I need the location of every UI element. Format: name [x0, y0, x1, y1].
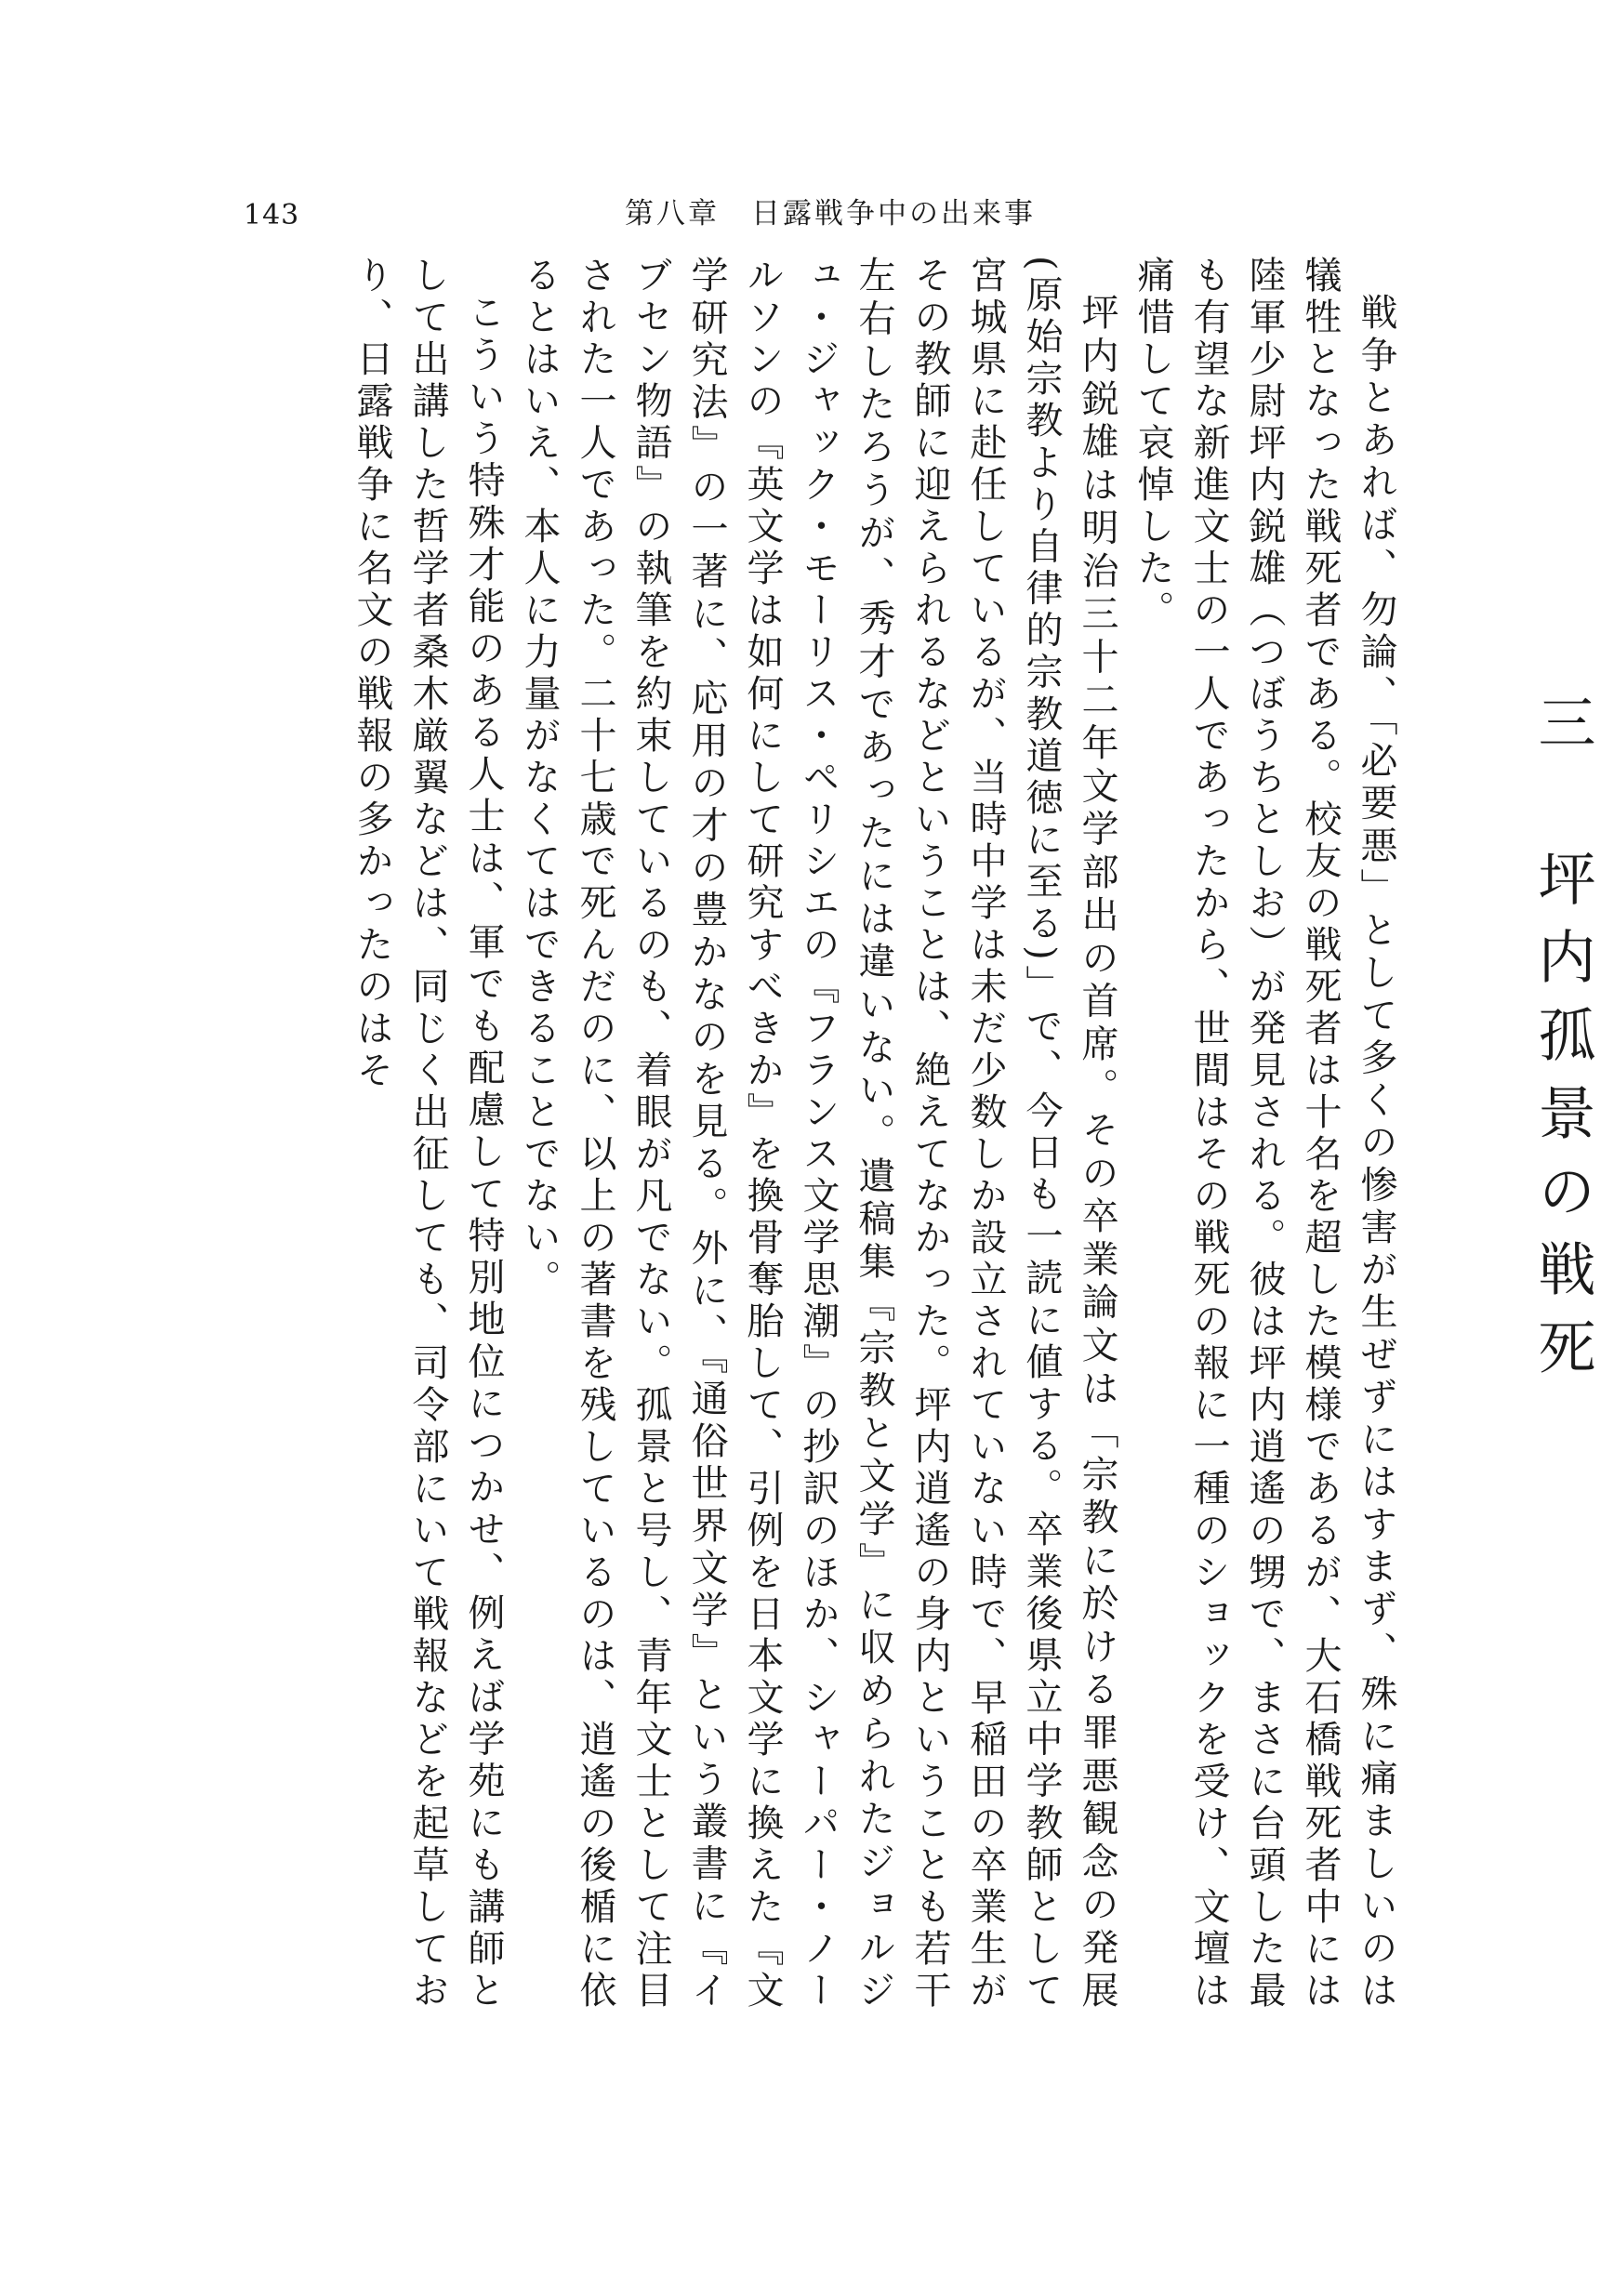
page-number: 143: [244, 199, 300, 231]
text-block: [232, 256, 1596, 2012]
running-header: 第八章 日露戦争中の出来事: [625, 197, 1036, 231]
section-title: 三 坪内孤景の戦死: [1528, 693, 1596, 1395]
paragraph-2: 坪内鋭雄は明治三十二年文学部出の首席。その卒業論文は「宗教に於ける罪悪観念の発展(原始宗教より自律的宗教道徳に至る)」で、今日も一読に値する。卒業後県立中学教師として宮城県に赴任しているが、当時中学は未だ少数しか設立されていない時で、早稲田の卒業生がその教師に迎えられるなどということは、絶えてなかった。坪内逍遙の身内ということも若干左右したろうが、秀才であったには違いない。遺稿集『宗教と文学』に収められたジョルジュ・ジャック・モーリス・ペリシエの『フランス文学思潮』の抄訳のほか、シャーパー・ノールソンの『英文学は如何にして研究すべきか』を換骨奪胎して、引例を日本文学に換えた『文学研究法』の一著に、応用の才の豊かなのを見る。外に、『通俗世界文学』という叢書に『イブセン物語』の執筆を約束しているのも、着眼が凡でない。孤景と号し、青年文士として注目された一人であった。二十七歳で死んだのに、以上の著書を残しているのは、逍遙の後楯に依るとはいえ、本人に力量がなくてはできることでない。: [518, 256, 1118, 2012]
paragraph-1: 戦争とあれば、勿論、「必要悪」として多くの惨害が生ぜずにはすまず、殊に痛ましいのは犠牲となった戦死者である。校友の戦死者は十名を超した模様であるが、大石橋戦死者中には陸軍少尉坪内鋭雄（つぼうちとしお）が発見される。彼は坪内逍遙の甥で、まさに台頭した最も有望な新進文士の一人であったから、世間はその戦死の報に一種のショックを受け、文壇は痛惜して哀悼した。: [1131, 256, 1397, 2012]
paragraph-3: こういう特殊才能のある人士は、軍でも配慮して特別地位につかせ、例えば学苑にも講師として出講した哲学者桑木厳翼などは、同じく出征しても、司令部にいて戦報などを起草しており、日露戦争に名文の戦報の多かったのはそ: [351, 256, 505, 2012]
body-text: [344, 256, 1404, 2012]
